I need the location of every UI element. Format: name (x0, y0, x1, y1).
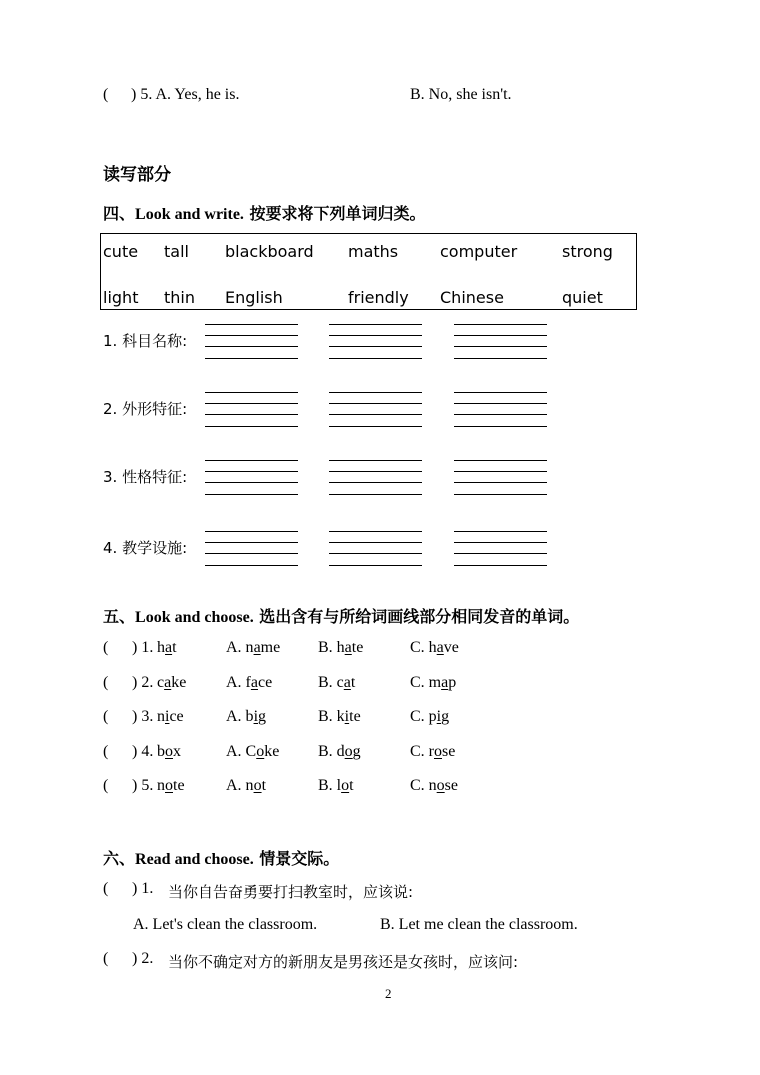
word-part: c (157, 674, 165, 691)
word-part: se (444, 777, 458, 794)
writing-line (205, 335, 298, 336)
option-b (318, 777, 354, 795)
underlined-letter: o (434, 743, 442, 760)
word-friendly: friendly (348, 288, 409, 307)
word-part: A. f (226, 674, 251, 691)
writing-line (454, 358, 547, 359)
option-a (226, 674, 272, 692)
underlined-letter: o (165, 743, 173, 760)
paren-open: ( (103, 674, 109, 691)
option-c (410, 639, 459, 657)
word-part: b (157, 743, 165, 760)
underlined-letter: o (341, 777, 350, 794)
word-part: p (448, 674, 457, 691)
underlined-letter: a (436, 639, 444, 656)
writing-line (329, 335, 422, 336)
section-5-heading-en: Look and choose. (135, 609, 254, 626)
word-thin: thin (164, 288, 195, 307)
writing-line (454, 542, 547, 543)
writing-line (205, 494, 298, 495)
word-part: ke (264, 743, 280, 760)
option-c (410, 674, 456, 692)
writing-line (329, 392, 422, 393)
writing-line (205, 482, 298, 483)
writing-line (454, 494, 547, 495)
word-computer: computer (440, 242, 518, 261)
underlined-letter: i (165, 708, 170, 725)
writing-line (454, 335, 547, 336)
writing-line (329, 324, 422, 325)
section-title: 读写部分 (103, 165, 171, 185)
paren-open: ( (103, 639, 109, 656)
writing-line (329, 414, 422, 415)
writing-line (454, 471, 547, 472)
word-maths: maths (348, 242, 399, 261)
writing-line (205, 414, 298, 415)
word-part: t (349, 777, 354, 794)
category-label-1: 1. 科目名称: (103, 332, 188, 350)
section-6-heading (103, 846, 339, 869)
given-word (157, 777, 185, 795)
writing-line (454, 414, 547, 415)
word-strong: strong (562, 242, 613, 261)
section-6-q1-option-b: B. Let me clean the classroom. (380, 916, 578, 933)
option-b (318, 639, 363, 657)
writing-line (329, 565, 422, 566)
writing-line (454, 426, 547, 427)
word-part: te (173, 777, 185, 794)
underlined-letter: a (164, 674, 172, 691)
word-part: g (352, 743, 361, 760)
underlined-letter: i (344, 708, 350, 725)
section-4-heading (103, 201, 426, 224)
word-blackboard: blackboard (225, 242, 314, 261)
section-6-q1-number: ) 1. (132, 880, 154, 897)
word-part: B. c (318, 674, 344, 691)
writing-line (329, 553, 422, 554)
word-part: ve (443, 639, 459, 656)
writing-line (329, 494, 422, 495)
section-4-number: 四、 (103, 204, 136, 223)
paren-open: ( (103, 86, 109, 103)
underlined-letter: o (256, 743, 265, 760)
writing-line (205, 471, 298, 472)
writing-line (454, 460, 547, 461)
underlined-letter: i (436, 708, 442, 725)
word-part: n (157, 708, 165, 725)
writing-line (205, 403, 298, 404)
word-tall: tall (164, 242, 189, 261)
word-part: me (260, 639, 281, 656)
word-part: g (258, 708, 267, 725)
word-part: x (173, 743, 181, 760)
word-part: n (157, 777, 165, 794)
underlined-letter: a (343, 674, 351, 691)
underlined-letter: a (165, 639, 173, 656)
writing-line (205, 324, 298, 325)
writing-line (454, 531, 547, 532)
writing-line (205, 565, 298, 566)
category-label-3: 3. 性格特征: (103, 468, 188, 486)
writing-line (454, 553, 547, 554)
underlined-letter: a (250, 674, 258, 691)
section-6-heading-en: Read and choose. (135, 851, 254, 868)
page-number: 2 (385, 986, 392, 1001)
word-part: t (261, 777, 267, 794)
word-part: ce (258, 674, 273, 691)
section-6-heading-cn: 情景交际。 (259, 849, 340, 868)
option-c (410, 777, 458, 795)
underlined-letter: a (441, 674, 449, 691)
word-part: A. n (226, 639, 254, 656)
section-5-heading-cn: 选出含有与所给词画线部分相同发音的单词。 (259, 607, 580, 626)
writing-line (454, 403, 547, 404)
writing-line (329, 460, 422, 461)
option-b (318, 674, 355, 692)
section-4-heading-en: Look and write. (135, 206, 244, 223)
word-part: B. k (318, 708, 345, 725)
writing-line (454, 324, 547, 325)
writing-line (329, 531, 422, 532)
word-light: light (103, 288, 139, 307)
word-part: ce (169, 708, 184, 725)
section-6-q1-option-a: A. Let's clean the classroom. (133, 916, 318, 933)
question-5-option-b: B. No, she isn't. (410, 86, 512, 103)
word-part: B. h (318, 639, 345, 656)
section-6-q2-text: 当你不确定对方的新朋友是男孩还是女孩时，应该问: (168, 953, 519, 971)
word-part: A. C (226, 743, 257, 760)
underlined-letter: o (253, 777, 262, 794)
item-number: ) 1. (132, 639, 154, 656)
option-a (226, 708, 266, 726)
option-a (226, 777, 266, 795)
item-number: ) 4. (132, 743, 154, 760)
given-word (157, 674, 186, 692)
word-english: English (225, 288, 283, 307)
item-number: ) 2. (132, 674, 154, 691)
word-part: se (442, 743, 456, 760)
paren-open: ( (103, 743, 109, 760)
option-a (226, 639, 280, 657)
writing-line (205, 358, 298, 359)
writing-line (454, 565, 547, 566)
underlined-letter: o (165, 777, 173, 794)
writing-line (329, 403, 422, 404)
word-part: C. m (410, 674, 442, 691)
section-6-q2-number: ) 2. (132, 950, 154, 967)
word-quiet: quiet (562, 288, 603, 307)
word-part: C. p (410, 708, 437, 725)
underlined-letter: a (344, 639, 352, 656)
section-5-number: 五、 (103, 607, 136, 626)
writing-line (454, 392, 547, 393)
option-c (410, 743, 455, 761)
option-a (226, 743, 279, 761)
writing-line (329, 358, 422, 359)
underlined-letter: o (436, 777, 445, 794)
word-part: te (349, 708, 361, 725)
given-word (157, 708, 184, 726)
item-number: ) 3. (132, 708, 154, 725)
writing-line (329, 482, 422, 483)
word-part: h (157, 639, 165, 656)
word-part: te (351, 639, 364, 656)
writing-line (205, 553, 298, 554)
underlined-letter: o (344, 743, 353, 760)
section-5-heading (103, 604, 579, 627)
section-4-heading-cn: 按要求将下列单词归类。 (249, 204, 426, 223)
word-part: A. b (226, 708, 254, 725)
paren-open: ( (103, 777, 109, 794)
word-part: C. n (410, 777, 437, 794)
word-part: g (441, 708, 450, 725)
paren-open: ( (103, 708, 109, 725)
section-6-number: 六、 (103, 849, 136, 868)
word-chinese: Chinese (440, 288, 504, 307)
word-part: C. h (410, 639, 437, 656)
writing-line (205, 346, 298, 347)
writing-line (205, 460, 298, 461)
word-part: t (350, 674, 356, 691)
writing-line (205, 392, 298, 393)
writing-line (454, 482, 547, 483)
paren-open: ( (103, 880, 109, 897)
word-part: B. d (318, 743, 345, 760)
writing-line (205, 426, 298, 427)
writing-line (329, 471, 422, 472)
given-word (157, 639, 177, 657)
writing-line (205, 542, 298, 543)
word-part: t (172, 639, 177, 656)
underlined-letter: i (253, 708, 259, 725)
category-label-4: 4. 教学设施: (103, 539, 188, 557)
writing-line (329, 346, 422, 347)
question-5-option-a: ) 5. A. Yes, he is. (131, 86, 240, 103)
given-word (157, 743, 181, 761)
paren-open: ( (103, 950, 109, 967)
writing-line (454, 346, 547, 347)
word-cute: cute (103, 242, 139, 261)
section-6-q1-text: 当你自告奋勇要打扫教室时，应该说: (168, 883, 414, 901)
word-part: A. n (226, 777, 254, 794)
word-part: C. r (410, 743, 434, 760)
option-c (410, 708, 449, 726)
underlined-letter: a (253, 639, 261, 656)
option-b (318, 708, 361, 726)
writing-line (329, 542, 422, 543)
option-b (318, 743, 361, 761)
item-number: ) 5. (132, 777, 154, 794)
word-part: ke (171, 674, 187, 691)
writing-line (329, 426, 422, 427)
writing-line (205, 531, 298, 532)
category-label-2: 2. 外形特征: (103, 400, 188, 418)
word-part: B. l (318, 777, 342, 794)
